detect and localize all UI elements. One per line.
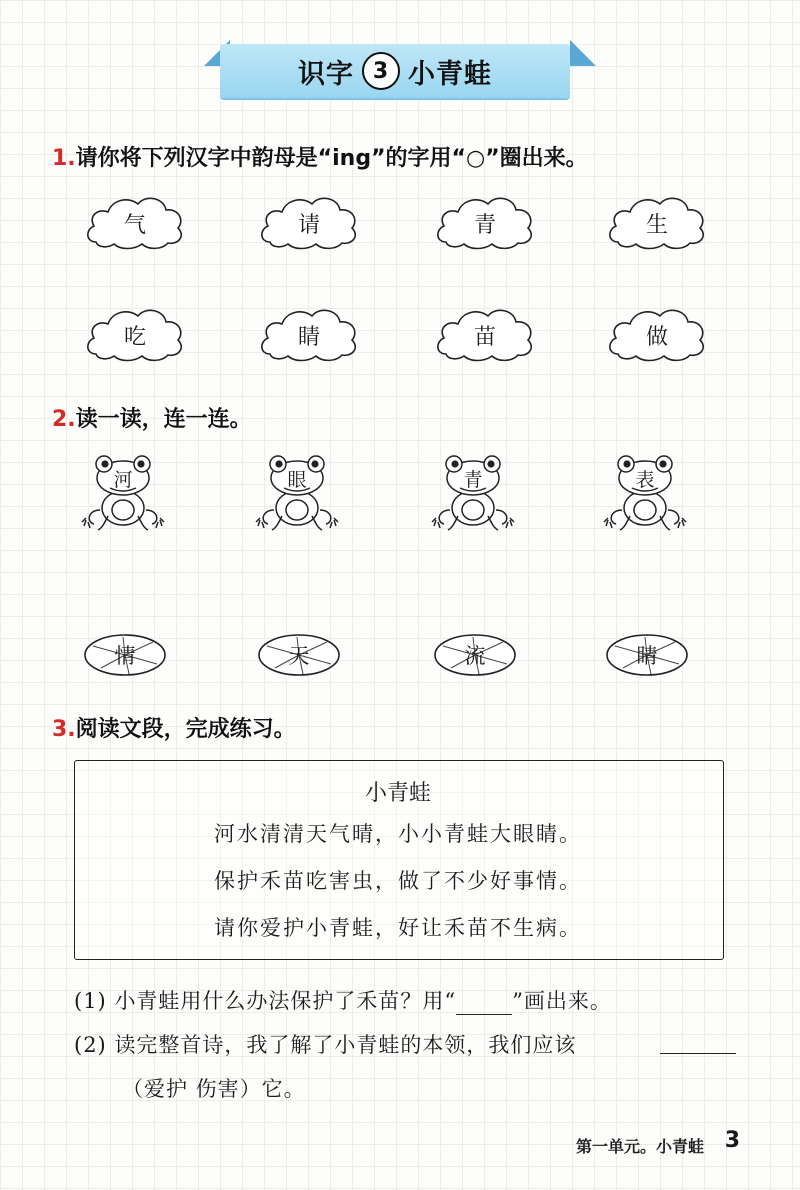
- cloud-character-4[interactable]: [604, 190, 710, 254]
- lily-pad-2[interactable]: [257, 632, 341, 678]
- question-2-prompt: 读一读，连一连。: [75, 407, 252, 432]
- poem-line-1: 河水清清天气晴，小小青蛙大眼睛。: [214, 822, 582, 846]
- poem-title: 小青蛙: [364, 781, 431, 806]
- lesson-title-right: 小青蛙: [408, 58, 492, 90]
- question-2-heading: [52, 402, 252, 433]
- cloud-character-text: 苗: [473, 324, 496, 350]
- frog-1[interactable]: [80, 452, 166, 532]
- cloud-character-text: 请: [297, 212, 320, 238]
- poem-line-2: 保护禾苗吃害虫，做了不少好事情。: [214, 869, 582, 893]
- lesson-title-left: 识字: [298, 58, 354, 90]
- frog-character: 表: [635, 469, 655, 491]
- cloud-character-text: 生: [645, 212, 668, 238]
- frog-drawing: [80, 452, 166, 532]
- question-3-prompt: 阅读文段，完成练习。: [75, 717, 296, 742]
- cloud-character-3[interactable]: [432, 190, 538, 254]
- lesson-title: [220, 44, 570, 98]
- cloud-character-6[interactable]: [256, 302, 362, 366]
- frog-drawing: [254, 452, 340, 532]
- answer-blank[interactable]: [660, 1053, 736, 1054]
- cloud-character-text: 青: [473, 212, 496, 238]
- frog-character: 眼: [287, 469, 307, 491]
- cloud-character-5[interactable]: [82, 302, 188, 366]
- question-3-heading: [52, 712, 296, 743]
- question-3-number: 3.: [52, 717, 76, 742]
- banner-corner-right: [570, 40, 596, 66]
- frog-character: 河: [113, 469, 133, 491]
- question-1-prompt: 请你将下列汉字中韵母是“ing”的字用“○”圈出来。: [75, 146, 588, 171]
- sub-question-2-text: 读完整首诗，我了解了小青蛙的本领，我们应该: [114, 1033, 577, 1057]
- frog-4[interactable]: [602, 452, 688, 532]
- lily-pad-character: 流: [464, 644, 486, 668]
- title-banner: [0, 0, 800, 110]
- footer-unit-text: 第一单元。小青蛙: [575, 1137, 704, 1156]
- answer-underline-sample: [456, 992, 512, 1015]
- sub-question-1: [74, 985, 612, 1015]
- cloud-character-1[interactable]: [82, 190, 188, 254]
- frog-drawing: [430, 452, 516, 532]
- question-1-heading: [52, 141, 588, 172]
- cloud-character-text: 气: [123, 212, 146, 238]
- cloud-character-2[interactable]: [256, 190, 362, 254]
- cloud-character-8[interactable]: [604, 302, 710, 366]
- lesson-number-badge: 3: [362, 52, 400, 90]
- sub-question-1-text-end: ”画出来。: [512, 989, 612, 1013]
- lily-pad-3[interactable]: [433, 632, 517, 678]
- cloud-character-text: 睛: [297, 324, 320, 350]
- sub-question-2-options: （爱护 伤害）它。: [122, 1077, 306, 1101]
- lily-pad-character: 天: [288, 644, 310, 668]
- cloud-character-text: 吃: [123, 324, 146, 350]
- cloud-character-text: 做: [645, 324, 668, 350]
- frog-3[interactable]: [430, 452, 516, 532]
- question-1-number: 1.: [52, 146, 76, 171]
- sub-question-1-text: 小青蛙用什么办法保护了禾苗？用“: [114, 989, 457, 1013]
- sub-question-2-label: (2): [74, 1033, 107, 1057]
- frog-2[interactable]: [254, 452, 340, 532]
- lily-pad-4[interactable]: [605, 632, 689, 678]
- cloud-character-7[interactable]: [432, 302, 538, 366]
- sub-question-2: [74, 1029, 576, 1059]
- lily-pad-1[interactable]: [83, 632, 167, 678]
- poem-line-3: 请你爱护小青蛙，好让禾苗不生病。: [214, 916, 582, 940]
- lily-pad-character: 情: [114, 644, 136, 668]
- sub-question-1-label: (1): [74, 989, 107, 1013]
- frog-drawing: [602, 452, 688, 532]
- footer-unit-label: [576, 1134, 704, 1157]
- lily-pad-character: 睛: [636, 644, 658, 668]
- frog-character: 青: [463, 469, 483, 491]
- question-2-number: 2.: [52, 407, 76, 432]
- page-number: 3: [724, 1128, 740, 1153]
